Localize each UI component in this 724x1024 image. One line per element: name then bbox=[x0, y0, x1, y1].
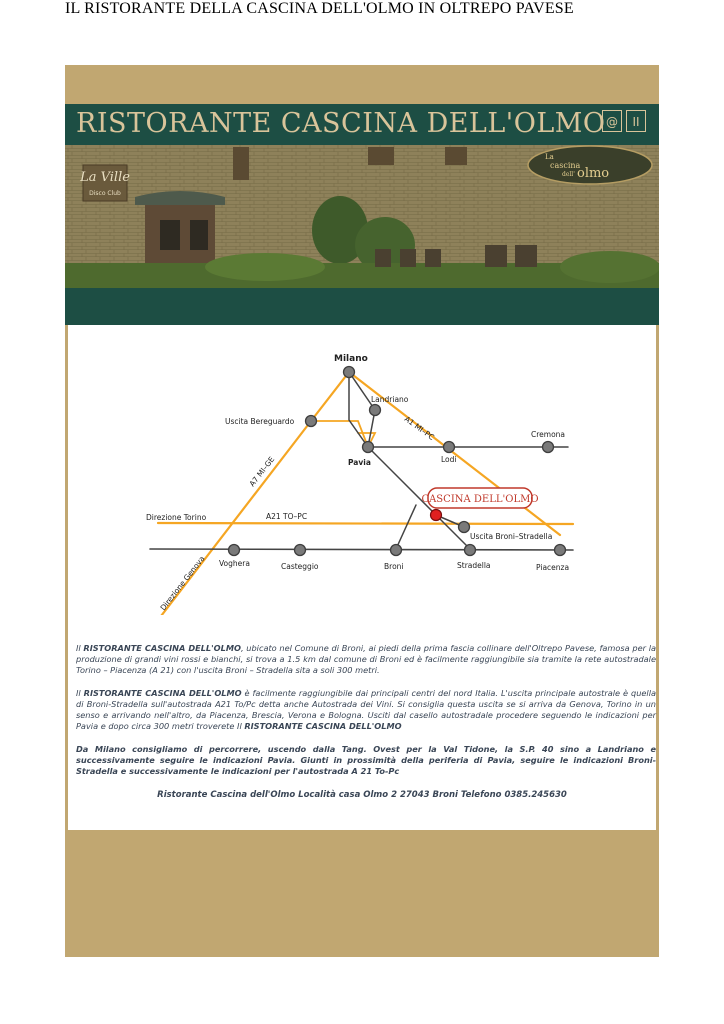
node-milano bbox=[344, 367, 355, 378]
window bbox=[233, 147, 249, 180]
restaurant-name: RISTORANTE CASCINA DELL'OLMO bbox=[244, 721, 402, 731]
node-casteggio bbox=[295, 545, 306, 556]
label-genova: Direzione Genova bbox=[158, 554, 207, 613]
window bbox=[445, 147, 467, 165]
node-broni-stradella-exit bbox=[459, 522, 470, 533]
label-landriano: Landriano bbox=[371, 395, 409, 404]
photo-illustration bbox=[65, 145, 659, 288]
sign-olmo: olmo bbox=[577, 166, 610, 181]
restaurant-marker[interactable] bbox=[431, 510, 442, 521]
info-button[interactable]: II bbox=[626, 110, 646, 132]
node-cremona bbox=[543, 442, 554, 453]
node-bereguardo bbox=[306, 416, 317, 427]
road-map bbox=[68, 325, 656, 615]
label-cremona: Cremona bbox=[531, 430, 566, 439]
email-button[interactable]: @ bbox=[602, 110, 622, 132]
label-lodi: Lodi bbox=[441, 455, 457, 464]
node-landriano bbox=[370, 405, 381, 416]
label-voghera: Voghera bbox=[219, 559, 250, 568]
label-milano: Milano bbox=[334, 354, 368, 364]
node-pavia bbox=[363, 442, 374, 453]
cascina-badge-label: CASCINA DELL'OLMO bbox=[421, 494, 539, 505]
address-line: Ristorante Cascina dell'Olmo Località casa Olmo 2 27043 Broni Telefono 0385.245630 bbox=[157, 790, 567, 800]
label-piacenza: Piacenza bbox=[536, 563, 570, 572]
document-title: IL RISTORANTE DELLA CASCINA DELL'OLMO IN OLTREPO PAVESE bbox=[65, 0, 574, 17]
restaurant-photo bbox=[65, 145, 659, 288]
label-torino: Direzione Torino bbox=[146, 513, 207, 522]
restaurant-name: RISTORANTE CASCINA DELL'OLMO bbox=[83, 688, 242, 698]
sign-la-ville: La Ville bbox=[80, 170, 130, 185]
content-area bbox=[68, 325, 656, 830]
node-lodi bbox=[444, 442, 455, 453]
highway-a21 bbox=[158, 523, 573, 524]
sign-la: La bbox=[545, 153, 554, 161]
label-pavia: Pavia bbox=[348, 458, 371, 467]
label-broni: Broni bbox=[384, 562, 404, 571]
sign-cascina: cascina bbox=[550, 161, 581, 170]
sign-dell: dell' bbox=[562, 171, 575, 178]
node-broni bbox=[391, 545, 402, 556]
label-bereguardo: Uscita Bereguardo bbox=[225, 417, 295, 426]
green-strip bbox=[65, 288, 659, 325]
restaurant-logo[interactable]: RISTORANTE CASCINA DELL'OLMO bbox=[76, 108, 606, 139]
node-stradella bbox=[465, 545, 476, 556]
paragraph-2: Il RISTORANTE CASCINA DELL'OLMO è facilmente raggiungibile dai principali centri del nord Italia. L'uscita principale autostrale è quella di Broni-Stradella sull'autostrada A21 To/Pc detta anche Autostrada dei Vini. Si consiglia questa uscita se si arriva da Genova, Torino in un senso e arrivando nell'altro, da Piacenza, Brescia, Verona e Bologna. Usciti dal casello autostradale procedere seguendo le indicazioni per Pavia e dopo circa 300 metri troverete Il RISTORANTE CASCINA DELL'OLMO bbox=[76, 688, 656, 731]
label-a7: A7 MI–GE bbox=[247, 454, 277, 489]
window bbox=[368, 147, 394, 165]
label-broni-stradella-exit: Uscita Broni–Stradella bbox=[470, 532, 553, 541]
sign-disco: Disco Club bbox=[89, 190, 121, 197]
label-casteggio: Casteggio bbox=[281, 562, 319, 571]
node-piacenza bbox=[555, 545, 566, 556]
label-stradella: Stradella bbox=[457, 561, 491, 570]
paragraph-1: Il RISTORANTE CASCINA DELL'OLMO, ubicato nel Comune di Broni, ai piedi della prima fascia collinare dell'Oltrepo Pavese, famosa per la produzione di grandi vini rossi e bianchi, si trova a 1.5 km dal comune di Broni ed è facilmente raggiungibile sia tramite la rete autostradale Torino – Piacenza (A 21) con l'uscita Broni – Stradella sita a soli 300 metri. bbox=[76, 643, 656, 675]
restaurant-name: RISTORANTE CASCINA DELL'OLMO bbox=[83, 643, 241, 653]
label-a21: A21 TO–PC bbox=[266, 512, 308, 521]
node-voghera bbox=[229, 545, 240, 556]
label-a1: A1 MI–PC bbox=[402, 414, 437, 442]
paragraph-3: Da Milano consigliamo di percorrere, uscendo dalla Tang. Ovest per la Val Tidone, la S.P. 40 sino a Landriano e successivamente seguire le indicazioni Pavia. Giunti in prossimità della periferia di Pavia, seguire le indicazioni Broni-Stradella e successivamente le indicazioni per l'autostrada A 21 To-Pc bbox=[76, 744, 656, 776]
road-main bbox=[150, 549, 573, 550]
